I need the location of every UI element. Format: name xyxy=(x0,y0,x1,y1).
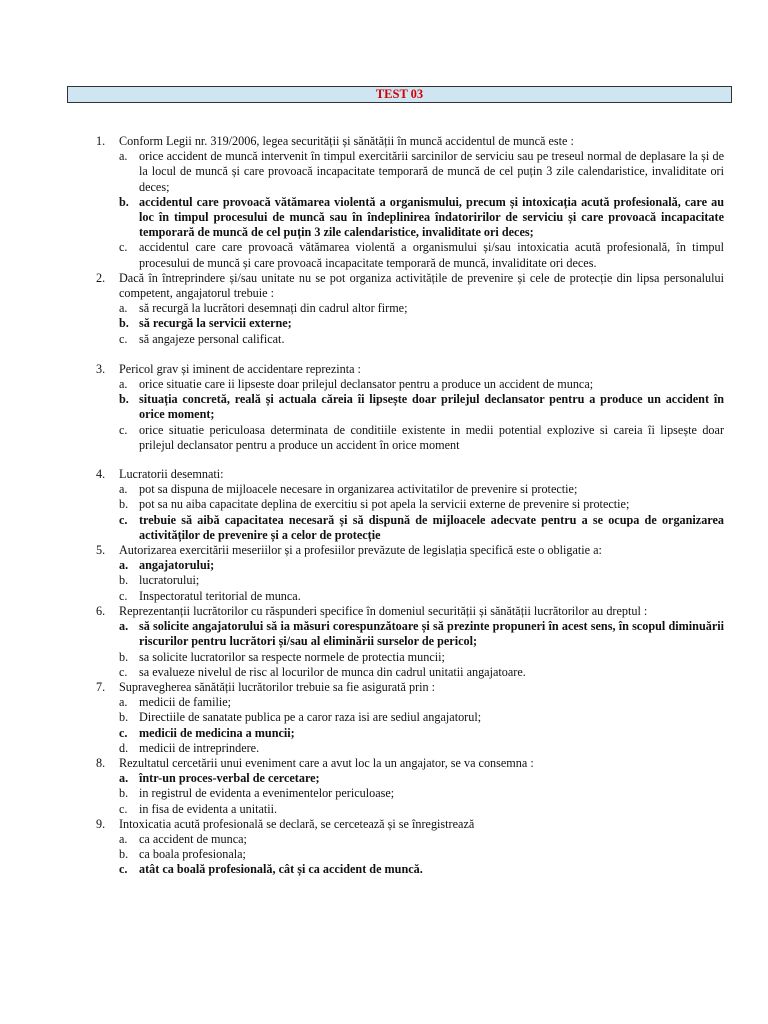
option-1a xyxy=(0,149,768,195)
question-text: Supravegherea sănătății lucrătorilor trebuie sa fie asigurată prin : xyxy=(119,679,436,694)
option-letter: c. xyxy=(119,422,128,437)
option-3b xyxy=(0,392,768,422)
option-5c xyxy=(0,589,768,604)
option-letter: a. xyxy=(119,377,128,392)
question-number: 3. xyxy=(96,361,106,376)
option-6b xyxy=(0,650,768,665)
option-text: situația concretă, reală și actuala căreia îi lipsește doar prilejul declansator pentru a produce un accident în orice moment; xyxy=(139,392,724,422)
option-text: sa solicite lucratorilor sa respecte normele de protectia muncii; xyxy=(139,649,445,664)
option-1c xyxy=(0,240,768,270)
option-letter: c. xyxy=(119,725,128,740)
question-7 xyxy=(0,680,768,695)
question-number: 8. xyxy=(96,755,106,770)
option-letter: c. xyxy=(119,331,128,346)
option-text: angajatorului; xyxy=(139,558,215,573)
spacer xyxy=(0,347,768,362)
option-2b xyxy=(0,316,768,331)
option-6c xyxy=(0,665,768,680)
option-8b xyxy=(0,786,768,801)
option-9a xyxy=(0,832,768,847)
option-text: lucratorului; xyxy=(139,573,200,588)
option-letter: a. xyxy=(119,149,128,164)
option-text: pot sa nu aiba capacitate deplina de exercitiu si pot apela la servicii externe de prevenire si protectie; xyxy=(139,497,630,512)
option-8a xyxy=(0,771,768,786)
question-number: 1. xyxy=(96,134,106,148)
option-text: într-un proces-verbal de cercetare; xyxy=(139,771,320,786)
option-text: trebuie să aibă capacitatea necesară și să dispună de mijloacele adecvate pentru a se ocupa de organizarea activităților de prevenire și a celor de protecție xyxy=(139,512,724,542)
question-number: 6. xyxy=(96,603,106,618)
option-7a xyxy=(0,695,768,710)
option-1b xyxy=(0,195,768,241)
option-letter: b. xyxy=(119,847,129,862)
option-7b xyxy=(0,710,768,725)
option-5b xyxy=(0,573,768,588)
option-letter: a. xyxy=(119,695,128,710)
option-letter: b. xyxy=(119,786,129,801)
question-text: Dacă în întreprindere și/sau unitate nu se pot organiza activitățile de prevenire și cele de protecție din lipsa personalului competent, angajatorul trebuie : xyxy=(119,270,724,301)
question-number: 5. xyxy=(96,543,106,558)
option-letter: c. xyxy=(119,588,128,603)
option-text: medicii de intreprindere. xyxy=(139,740,260,755)
option-text: să angajeze personal calificat. xyxy=(139,331,285,346)
option-letter: c. xyxy=(119,801,128,816)
option-text: Directiile de sanatate publica pe a caror raza isi are sediul angajatorul; xyxy=(139,710,482,725)
option-3a xyxy=(0,377,768,392)
option-text: in fisa de evidenta a unitatii. xyxy=(139,801,278,816)
option-text: sa evalueze nivelul de risc al locurilor de munca din cadrul unitatii angajatoare. xyxy=(139,664,526,679)
option-4b xyxy=(0,497,768,512)
option-letter: a. xyxy=(119,831,128,846)
question-text: Lucratorii desemnati: xyxy=(119,467,224,482)
question-number: 4. xyxy=(96,467,106,482)
option-letter: a. xyxy=(119,619,129,634)
option-text: atât ca boală profesională, cât și ca accident de muncă. xyxy=(139,862,423,877)
option-letter: b. xyxy=(119,194,129,209)
option-text: ca accident de munca; xyxy=(139,831,247,846)
option-4c xyxy=(0,513,768,543)
question-text: Reprezentanții lucrătorilor cu răspunderi specifice în domeniul securității și sănătății lucrătorilor au dreptul : xyxy=(119,603,648,618)
question-list xyxy=(0,134,768,878)
option-letter: a. xyxy=(119,482,128,497)
option-7d xyxy=(0,741,768,756)
question-2 xyxy=(0,271,768,301)
question-text: Rezultatul cercetării unui eveniment care a avut loc la un angajator, se va consemna : xyxy=(119,755,534,770)
option-text: medicii de familie; xyxy=(139,695,232,710)
option-6a xyxy=(0,619,768,649)
option-text: să solicite angajatorului să ia măsuri corespunzătoare și să prezinte propuneri în acest sens, în scopul diminuării riscurilor pentru lucrători și/sau al eliminării surselor de pericol; xyxy=(139,619,724,649)
option-text: orice accident de muncă intervenit în timpul exercitării sarcinilor de serviciu sau pe treseul normal de deplasare la și de la locul de muncă și care provoacă incapacitate temporară de muncă de cel puțin 3 zile calendaristice, invaliditate ori deces; xyxy=(139,149,724,194)
option-letter: c. xyxy=(119,512,128,527)
option-5a xyxy=(0,558,768,573)
option-letter: c. xyxy=(119,240,128,255)
option-text: să recurgă la servicii externe; xyxy=(139,316,292,331)
option-text: să recurgă la lucrători desemnați din cadrul altor firme; xyxy=(139,301,408,316)
option-text: in registrul de evidenta a evenimentelor periculoase; xyxy=(139,786,395,801)
option-text: Inspectoratul teritorial de munca. xyxy=(139,588,301,603)
option-letter: b. xyxy=(119,497,129,512)
question-number: 7. xyxy=(96,679,106,694)
question-6 xyxy=(0,604,768,619)
question-9 xyxy=(0,817,768,832)
option-text: pot sa dispuna de mijloacele necesare in organizarea activitatilor de prevenire si protectie; xyxy=(139,482,578,497)
question-1 xyxy=(0,134,768,149)
option-9b xyxy=(0,847,768,862)
option-letter: a. xyxy=(119,771,129,786)
option-4a xyxy=(0,482,768,497)
question-text: Intoxicatia acută profesională se declară, se cercetează și se înregistrează xyxy=(119,816,475,831)
question-text: Autorizarea exercitării meseriilor și a profesiilor prevăzute de legislația specifică este o obligatie a: xyxy=(119,543,602,558)
option-letter: c. xyxy=(119,862,128,877)
question-text: Conform Legii nr. 319/2006, legea securității și sănătății în muncă accidentul de muncă este : xyxy=(119,134,574,148)
option-text: orice situatie periculoasa determinata de conditiile existente in medii potential explozive si careia îi lipsește doar prilejul declansator pentru a produce un accident în orice moment xyxy=(139,422,724,452)
spacer xyxy=(0,453,768,467)
option-letter: a. xyxy=(119,558,129,573)
question-number: 2. xyxy=(96,270,106,285)
option-letter: b. xyxy=(119,316,129,331)
option-letter: b. xyxy=(119,573,129,588)
question-8 xyxy=(0,756,768,771)
option-text: orice situatie care ii lipseste doar prilejul declansator pentru a produce un accident de munca; xyxy=(139,377,594,392)
option-text: medicii de medicina a muncii; xyxy=(139,725,295,740)
question-3 xyxy=(0,362,768,377)
option-letter: a. xyxy=(119,301,128,316)
question-5 xyxy=(0,543,768,558)
option-3c xyxy=(0,423,768,453)
option-9c xyxy=(0,862,768,877)
question-number: 9. xyxy=(96,816,106,831)
option-letter: c. xyxy=(119,664,128,679)
question-text: Pericol grav și iminent de accidentare reprezinta : xyxy=(119,361,361,376)
option-letter: b. xyxy=(119,392,129,407)
option-text: ca boala profesionala; xyxy=(139,847,246,862)
option-8c xyxy=(0,802,768,817)
option-letter: b. xyxy=(119,649,129,664)
option-7c xyxy=(0,726,768,741)
question-4 xyxy=(0,467,768,482)
option-letter: d. xyxy=(119,740,129,755)
option-letter: b. xyxy=(119,710,129,725)
option-text: accidentul care provoacă vătămarea violentă a organismului, precum și intoxicația acută profesională, care au loc în timpul procesului de muncă sau în îndeplinirea îndatoririlor de serviciu și care provoacă incapacitate temporară de muncă de cel puțin 3 zile calendaristice, invaliditate ori deces; xyxy=(139,194,724,240)
test-title: TEST 03 xyxy=(67,86,732,103)
option-2a xyxy=(0,301,768,316)
option-2c xyxy=(0,332,768,347)
option-text: accidentul care care provoacă vătămarea violentă a organismului și/sau intoxicatia acută profesională, în timpul procesului de muncă și care provoacă incapacitate temporară de muncă, invaliditate ori deces. xyxy=(139,240,724,270)
